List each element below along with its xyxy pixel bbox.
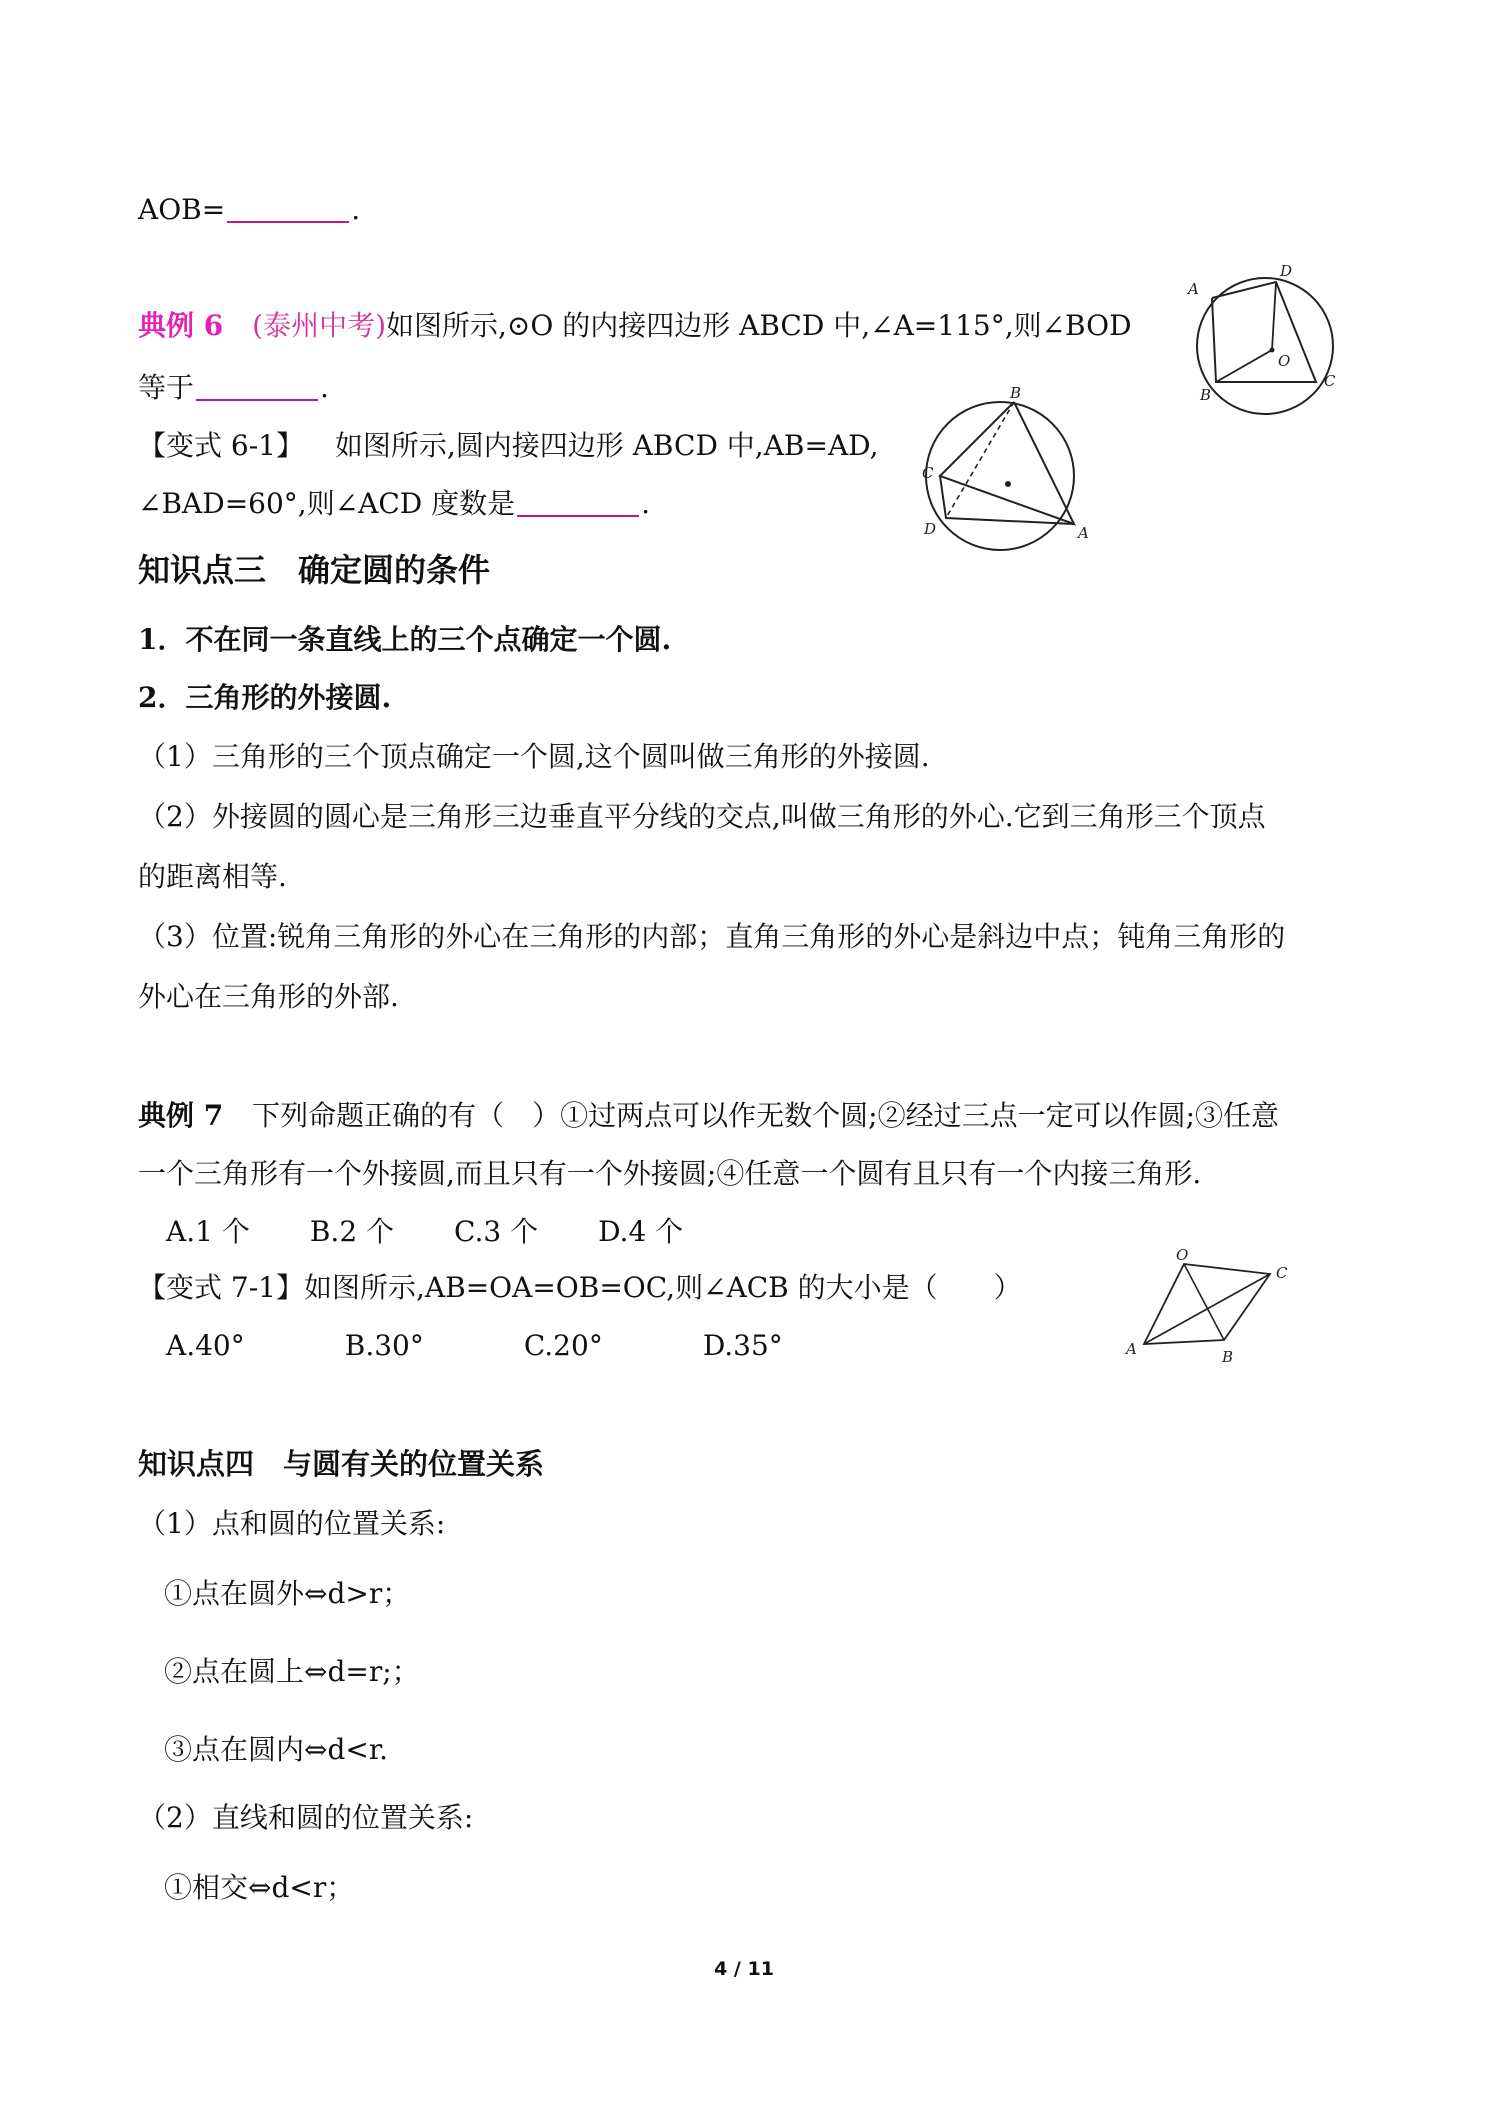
label-o: O: [1176, 1246, 1189, 1264]
answer-blank[interactable]: [517, 485, 639, 517]
label-c: C: [1324, 372, 1336, 390]
variant-7-1-label: 【变式 7-1】: [138, 1271, 304, 1304]
section-4-title: 知识点四 与圆有关的位置关系: [138, 1447, 545, 1481]
section-4-item-1: ①点在圆外⇔d>r；: [164, 1577, 411, 1610]
segment-ac: [1144, 1274, 1270, 1344]
figure-cyclic-quadrilateral-2: [910, 386, 1092, 564]
center-point: [1270, 348, 1275, 353]
section-4-heading-1: （1）点和圆的位置关系:: [138, 1507, 446, 1540]
example-6-source: (泰州中考): [252, 309, 386, 342]
section-3-point-2: 2．三角形的外接圆.: [138, 681, 392, 714]
option-b[interactable]: B.30°: [344, 1329, 424, 1362]
option-a[interactable]: A.40°: [166, 1329, 245, 1362]
variant-6-1-line-1: 【变式 6-1】 如图所示,圆内接四边形 ABCD 中,AB=AD,: [138, 429, 879, 462]
section-4-item-4: ①相交⇔d<r；: [164, 1871, 355, 1904]
label-a: A: [1078, 524, 1089, 542]
example-6-question: 如图所示,⊙O 的内接四边形 ABCD 中,∠A=115°,则∠BOD: [386, 309, 1132, 342]
example-7-line-1: 典例 7 下列命题正确的有（ ）①过两点可以作无数个圆;②经过三点一定可以作圆;③任意: [138, 1099, 1280, 1132]
label-d: D: [924, 520, 937, 538]
example-7-options: [166, 1212, 743, 1252]
radii-ob-od: [1216, 282, 1276, 382]
section-4-item-2: ②点在圆上⇔d=r;；: [164, 1655, 420, 1688]
figure-oabc: [1118, 1246, 1308, 1370]
option-a[interactable]: A.1 个: [166, 1215, 250, 1248]
section-4-item-3: ③点在圆内⇔d<r.: [164, 1733, 389, 1766]
option-c[interactable]: C.3 个: [454, 1215, 539, 1248]
variant-7-1-options: [166, 1326, 843, 1366]
section-3-sub-3a: （3）位置:锐角三角形的外心在三角形的内部；直角三角形的外心是斜边中点；钝角三角形的: [138, 920, 1286, 953]
circumcircle: [926, 402, 1074, 550]
example-6-line-1: [138, 306, 1132, 346]
quadrilateral-oabc: [1144, 1264, 1270, 1344]
section-3-sub-1: （1）三角形的三个顶点确定一个圆,这个圆叫做三角形的外接圆.: [138, 740, 930, 773]
label-d: D: [1280, 262, 1293, 280]
quadrilateral-edges: [1212, 282, 1316, 382]
example-6-line-2: 等于 .: [138, 371, 329, 404]
section-3-sub-2b: 的距离相等.: [138, 860, 287, 893]
variant-7-1-line: 【变式 7-1】如图所示,AB=OA=OB=OC,则∠ACB 的大小是（ ）: [138, 1271, 1022, 1304]
section-4-heading-2: （2）直线和圆的位置关系:: [138, 1801, 474, 1834]
answer-blank[interactable]: [196, 369, 318, 401]
label-c: C: [1276, 1264, 1288, 1282]
answer-line-aob: AOB= .: [138, 193, 361, 226]
option-d[interactable]: D.4 个: [598, 1215, 684, 1248]
section-3-sub-2a: （2）外接圆的圆心是三角形三边垂直平分线的交点,叫做三角形的外心.它到三角形三个顶点: [138, 800, 1266, 833]
triangle-abc: [940, 402, 1074, 524]
figure-cyclic-quadrilateral-abcd: [1170, 258, 1360, 426]
example-6-label: 典例 6: [138, 309, 224, 342]
section-3-point-1: 1．不在同一条直线上的三个点确定一个圆.: [138, 623, 672, 656]
label-a: A: [1126, 1340, 1137, 1358]
example-7-line-2: 一个三角形有一个外接圆,而且只有一个外接圆;④任意一个圆有且只有一个内接三角形.: [138, 1157, 1202, 1190]
aob-text: AOB=: [138, 193, 226, 226]
option-d[interactable]: D.35°: [702, 1329, 783, 1362]
label-b: B: [1010, 386, 1022, 402]
option-c[interactable]: C.20°: [523, 1329, 603, 1362]
page-number: 4 / 11: [714, 1958, 774, 1980]
circumcircle: [1197, 278, 1333, 414]
example-7-label: 典例 7: [138, 1099, 224, 1132]
label-c: C: [922, 464, 934, 482]
option-b[interactable]: B.2 个: [309, 1215, 395, 1248]
variant-6-1-label: 【变式 6-1】: [138, 429, 304, 462]
section-3-sub-3b: 外心在三角形的外部.: [138, 980, 399, 1013]
label-b: B: [1222, 1348, 1234, 1366]
label-a: A: [1188, 280, 1199, 298]
answer-blank[interactable]: [227, 191, 349, 223]
center-dot: [1005, 481, 1011, 487]
variant-6-1-line-2: ∠BAD=60°,则∠ACD 度数是 .: [138, 487, 651, 520]
section-3-title: 知识点三 确定圆的条件: [138, 551, 491, 589]
label-o: O: [1278, 352, 1291, 370]
label-b: B: [1200, 386, 1212, 404]
